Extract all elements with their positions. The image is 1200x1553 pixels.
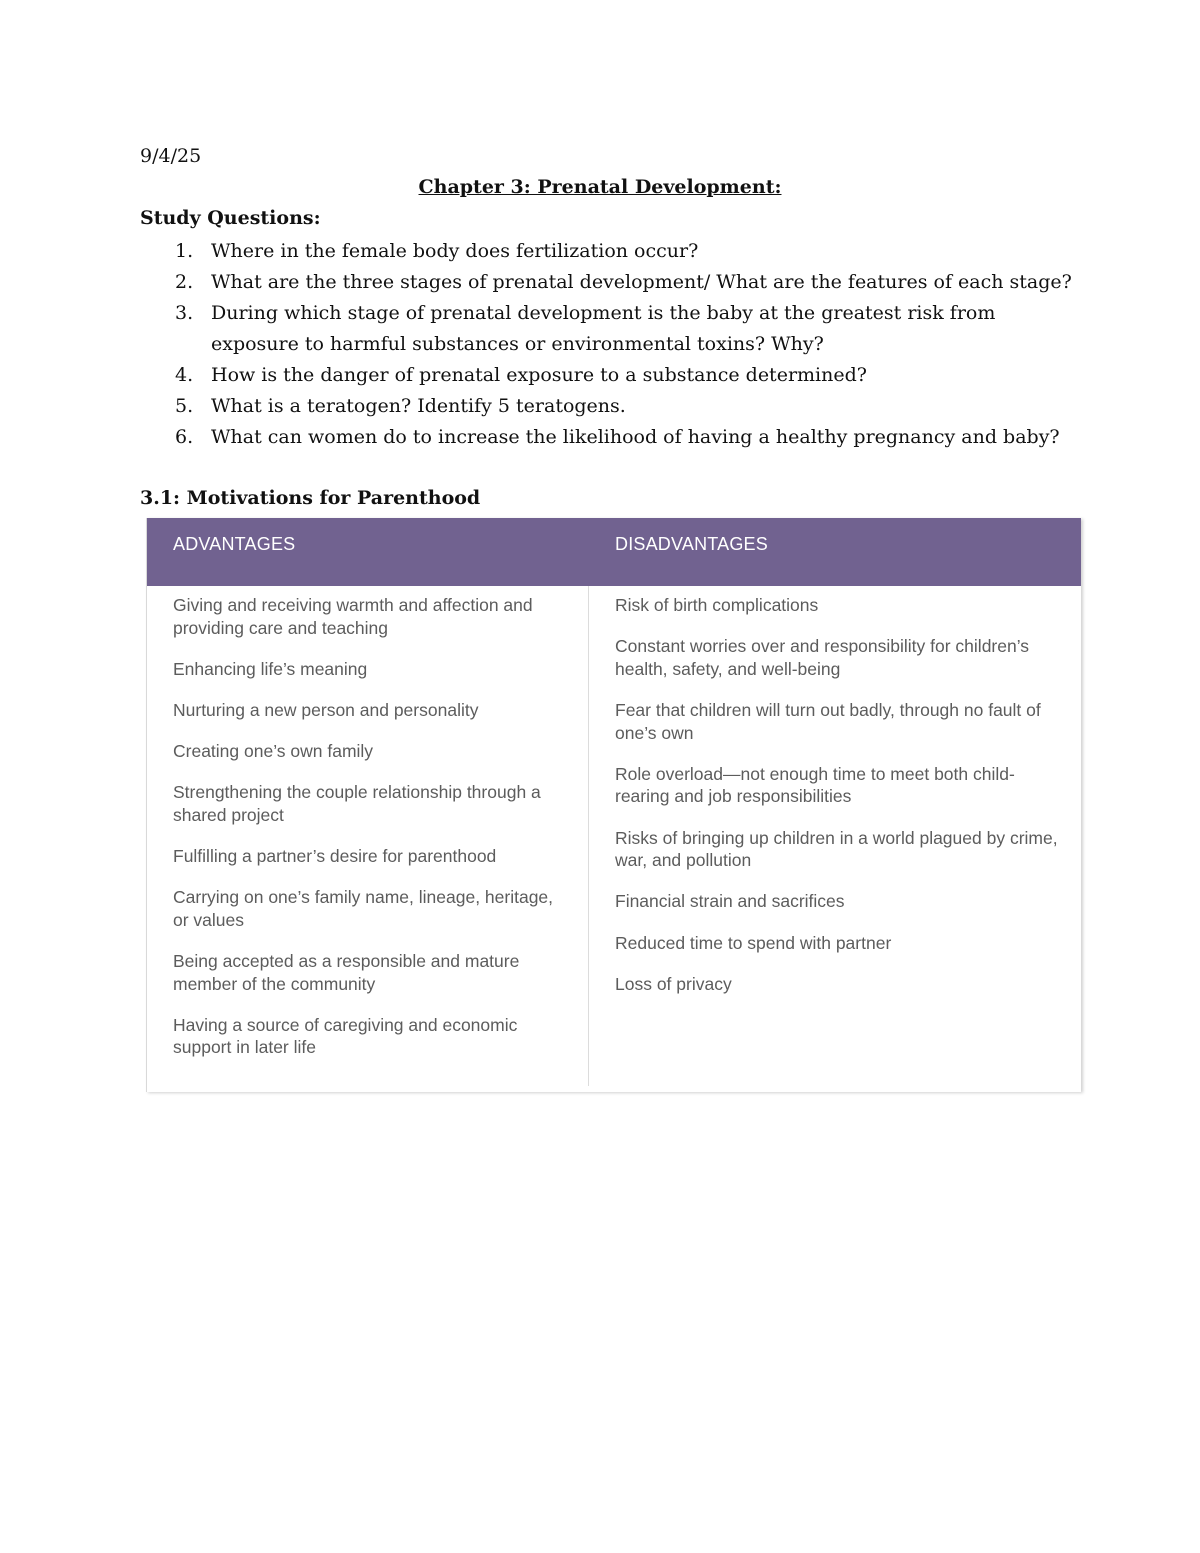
advantage-item: Being accepted as a responsible and mature member of the community (173, 951, 520, 994)
advantage-item: Nurturing a new person and personality (173, 699, 479, 720)
disadvantages-list (615, 594, 1065, 1014)
advantage-item: Carrying on one’s family name, lineage, heritage, or values (173, 887, 554, 930)
question-number: 4. (175, 364, 194, 386)
question-number: 6. (175, 426, 194, 448)
question-item (140, 391, 1080, 422)
disadvantage-item: Fear that children will turn out badly, through no fault of one’s own (615, 699, 1041, 743)
question-text: What can women do to increase the likelihood of having a healthy pregnancy and baby? (211, 426, 1060, 448)
question-number: 2. (175, 271, 194, 293)
advantage-item: Giving and receiving warmth and affection and providing care and teaching (173, 595, 533, 638)
study-questions-list (140, 236, 1080, 453)
study-questions-heading: Study Questions: (140, 207, 321, 229)
question-text: What are the three stages of prenatal development/ What are the features of each stage? (211, 271, 1072, 293)
document-date: 9/4/25 (140, 145, 202, 167)
chapter-title: Chapter 3: Prenatal Development: (418, 176, 782, 198)
disadvantage-item: Risk of birth complications (615, 595, 819, 615)
question-text: Where in the female body does fertilization occur? (211, 240, 699, 262)
disadvantage-item: Reduced time to spend with partner (615, 932, 892, 953)
advantage-item: Creating one’s own family (173, 741, 374, 762)
question-item (140, 360, 1080, 391)
column-divider (588, 586, 589, 1086)
advantages-header: ADVANTAGES (173, 534, 296, 554)
disadvantages-header: DISADVANTAGES (615, 534, 768, 554)
advantage-item: Having a source of caregiving and economic support in later life (173, 1014, 518, 1058)
disadvantage-item: Financial strain and sacrifices (615, 891, 845, 912)
disadvantage-item: Role overload—not enough time to meet both child-rearing and job responsibilities (615, 763, 1015, 807)
disadvantage-item: Constant worries over and responsibility for children’s health, safety, and well-being (615, 636, 1030, 679)
question-text: During which stage of prenatal development is the baby at the greatest risk from exposure to harmful substances or environmental toxins? Why? (211, 302, 996, 355)
table-header (147, 518, 1081, 586)
question-text: What is a teratogen? Identify 5 teratogens. (211, 395, 626, 417)
advantage-item: Fulfilling a partner’s desire for parenthood (173, 846, 497, 867)
question-number: 3. (175, 302, 194, 324)
advantage-item: Strengthening the couple relationship through a shared project (173, 782, 541, 825)
disadvantage-item: Loss of privacy (615, 973, 732, 994)
section-heading: 3.1: Motivations for Parenthood (140, 487, 481, 509)
question-text: How is the danger of prenatal exposure to a substance determined? (211, 364, 867, 386)
motivations-table (146, 518, 1081, 1092)
question-number: 5. (175, 395, 194, 417)
advantage-item: Enhancing life’s meaning (173, 658, 368, 679)
question-item (140, 267, 1080, 298)
question-item (140, 236, 1080, 267)
question-item (140, 422, 1080, 453)
advantages-list (173, 594, 573, 1078)
question-number: 1. (175, 240, 194, 262)
question-item (140, 298, 1080, 360)
disadvantage-item: Risks of bringing up children in a world plagued by crime, war, and pollution (615, 827, 1058, 871)
